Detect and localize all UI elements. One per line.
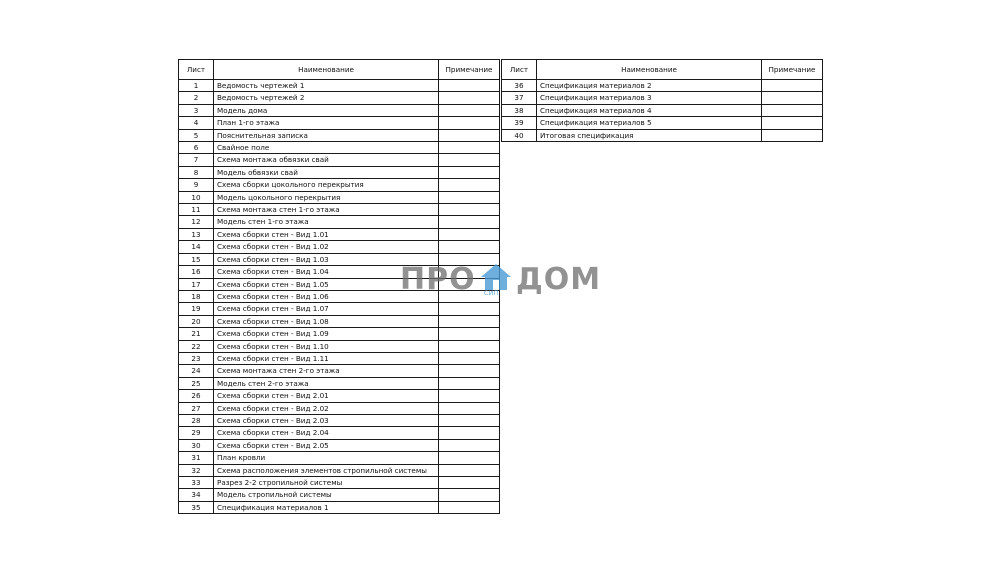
sheet-note-cell <box>439 142 500 154</box>
sheet-note-cell <box>439 489 500 501</box>
sheet-number-cell: 1 <box>179 80 214 92</box>
table-row <box>179 489 500 501</box>
table-row <box>179 452 500 464</box>
sheet-name-cell: Ведомость чертежей 2 <box>214 92 439 104</box>
sheet-name-cell: Спецификация материалов 5 <box>537 117 762 129</box>
sheet-number-cell: 26 <box>179 390 214 402</box>
sheet-name-cell: Схема сборки стен - Вид 2.02 <box>214 402 439 414</box>
sheet-number-cell: 17 <box>179 278 214 290</box>
sheet-name-cell: Схема сборки стен - Вид 1.06 <box>214 290 439 302</box>
sheet-name-cell: Модель стропильной системы <box>214 489 439 501</box>
sheet-note-cell <box>439 241 500 253</box>
table-row <box>502 129 823 141</box>
table-row <box>179 377 500 389</box>
sheet-number-cell: 37 <box>502 92 537 104</box>
table-row <box>179 117 500 129</box>
sheet-name-cell: Схема сборки стен - Вид 1.05 <box>214 278 439 290</box>
sheet-number-cell: 11 <box>179 204 214 216</box>
sheet-number-cell: 38 <box>502 104 537 116</box>
table-row <box>179 179 500 191</box>
column-header-note: Примечание <box>762 60 823 80</box>
table-row <box>179 352 500 364</box>
sheet-number-cell: 23 <box>179 352 214 364</box>
sheet-note-cell <box>439 216 500 228</box>
table-row <box>502 104 823 116</box>
column-header-sheet: Лист <box>502 60 537 80</box>
sheet-note-cell <box>439 328 500 340</box>
table-row <box>502 117 823 129</box>
sheet-number-cell: 14 <box>179 241 214 253</box>
sheet-name-cell: Схема сборки стен - Вид 1.03 <box>214 253 439 265</box>
sheet-note-cell <box>762 104 823 116</box>
table-row <box>502 92 823 104</box>
table-row <box>179 328 500 340</box>
sheet-number-cell: 31 <box>179 452 214 464</box>
table-row <box>179 365 500 377</box>
table-row <box>179 166 500 178</box>
sheet-number-cell: 35 <box>179 501 214 513</box>
sheet-number-cell: 15 <box>179 253 214 265</box>
sheet-note-cell <box>439 340 500 352</box>
sheet-note-cell <box>439 92 500 104</box>
sheet-name-cell: Модель дома <box>214 104 439 116</box>
sheet-note-cell <box>439 179 500 191</box>
sheet-number-cell: 5 <box>179 129 214 141</box>
sheet-name-cell: Схема сборки стен - Вид 1.04 <box>214 266 439 278</box>
sheet-number-cell: 12 <box>179 216 214 228</box>
table-row <box>179 315 500 327</box>
sheet-note-cell <box>439 154 500 166</box>
table-row <box>179 142 500 154</box>
table-row <box>179 477 500 489</box>
sheet-note-cell <box>439 390 500 402</box>
sheet-name-cell: Схема сборки стен - Вид 2.03 <box>214 414 439 426</box>
sheet-number-cell: 30 <box>179 439 214 451</box>
sheet-name-cell: Модель стен 1-го этажа <box>214 216 439 228</box>
sheet-name-cell: Схема монтажа стен 2-го этажа <box>214 365 439 377</box>
sheet-note-cell <box>439 477 500 489</box>
sheet-number-cell: 9 <box>179 179 214 191</box>
table-row <box>179 129 500 141</box>
table-row <box>179 303 500 315</box>
sheet-name-cell: Схема сборки стен - Вид 2.04 <box>214 427 439 439</box>
table-header-row <box>179 60 500 80</box>
sheet-number-cell: 2 <box>179 92 214 104</box>
sheet-number-cell: 19 <box>179 303 214 315</box>
sheet-note-cell <box>762 80 823 92</box>
table-row <box>179 340 500 352</box>
sheet-name-cell: Пояснительная записка <box>214 129 439 141</box>
table-row <box>179 414 500 426</box>
sheet-name-cell: Схема сборки стен - Вид 1.08 <box>214 315 439 327</box>
sheet-note-cell <box>439 439 500 451</box>
column-header-sheet: Лист <box>179 60 214 80</box>
sheet-note-cell <box>439 427 500 439</box>
logo-text-dom: ДОМ <box>516 262 602 297</box>
sheet-number-cell: 3 <box>179 104 214 116</box>
table-body-right <box>502 80 823 142</box>
drawings-list-table-right <box>501 59 823 142</box>
sheet-note-cell <box>439 204 500 216</box>
column-header-name: Наименование <box>214 60 439 80</box>
sheet-note-cell <box>439 377 500 389</box>
sheet-note-cell <box>762 117 823 129</box>
sheet-number-cell: 33 <box>179 477 214 489</box>
sheet-name-cell: Схема сборки стен - Вид 1.07 <box>214 303 439 315</box>
sheet-note-cell <box>439 414 500 426</box>
sheet-name-cell: Модель стен 2-го этажа <box>214 377 439 389</box>
sheet-note-cell <box>439 129 500 141</box>
sheet-name-cell: Ведомость чертежей 1 <box>214 80 439 92</box>
table-row <box>179 427 500 439</box>
sheet-name-cell: Схема сборки стен - Вид 2.05 <box>214 439 439 451</box>
sheet-name-cell: Схема расположения элементов стропильной системы <box>214 464 439 476</box>
table-row <box>502 80 823 92</box>
sheet-name-cell: Спецификация материалов 1 <box>214 501 439 513</box>
sheet-number-cell: 39 <box>502 117 537 129</box>
table-row <box>179 402 500 414</box>
sheet-note-cell <box>439 303 500 315</box>
sheet-name-cell: Спецификация материалов 3 <box>537 92 762 104</box>
table-row <box>179 92 500 104</box>
sheet-number-cell: 36 <box>502 80 537 92</box>
sheet-number-cell: 27 <box>179 402 214 414</box>
sheet-number-cell: 13 <box>179 228 214 240</box>
sheet-number-cell: 18 <box>179 290 214 302</box>
sheet-name-cell: Схема сборки стен - Вид 1.10 <box>214 340 439 352</box>
sheet-name-cell: Спецификация материалов 2 <box>537 80 762 92</box>
table-header-row <box>502 60 823 80</box>
sheet-note-cell <box>439 104 500 116</box>
table-row <box>179 216 500 228</box>
sheet-number-cell: 16 <box>179 266 214 278</box>
table-row <box>179 241 500 253</box>
sheet-number-cell: 8 <box>179 166 214 178</box>
sheet-note-cell <box>439 315 500 327</box>
table-row <box>179 501 500 513</box>
sheet-note-cell <box>439 365 500 377</box>
sheet-number-cell: 40 <box>502 129 537 141</box>
table-row <box>179 439 500 451</box>
sheet-name-cell: Свайное поле <box>214 142 439 154</box>
sheet-number-cell: 32 <box>179 464 214 476</box>
table-row <box>179 390 500 402</box>
sheet-note-cell <box>762 92 823 104</box>
table-row <box>179 464 500 476</box>
sheet-note-cell <box>439 191 500 203</box>
column-header-name: Наименование <box>537 60 762 80</box>
sheet-number-cell: 28 <box>179 414 214 426</box>
sheet-name-cell: Схема сборки стен - Вид 2.01 <box>214 390 439 402</box>
logo-text-pro: ПРО <box>400 262 476 297</box>
sheet-name-cell: Итоговая спецификация <box>537 129 762 141</box>
sheet-name-cell: Схема монтажа обвязки свай <box>214 154 439 166</box>
sheet-name-cell: Схема сборки стен - Вид 1.11 <box>214 352 439 364</box>
sheet-name-cell: Схема сборки стен - Вид 1.01 <box>214 228 439 240</box>
sheet-note-cell <box>439 80 500 92</box>
sheet-note-cell <box>439 464 500 476</box>
sheet-name-cell: План 1-го этажа <box>214 117 439 129</box>
sheet-name-cell: Схема монтажа стен 1-го этажа <box>214 204 439 216</box>
sheet-note-cell <box>439 501 500 513</box>
prodom-watermark-logo <box>400 262 600 302</box>
sheet-number-cell: 21 <box>179 328 214 340</box>
sheet-number-cell: 24 <box>179 365 214 377</box>
sheet-number-cell: 10 <box>179 191 214 203</box>
sheet-number-cell: 4 <box>179 117 214 129</box>
sheet-number-cell: 6 <box>179 142 214 154</box>
table-row <box>179 154 500 166</box>
sheet-note-cell <box>439 117 500 129</box>
sheet-name-cell: Схема сборки стен - Вид 1.02 <box>214 241 439 253</box>
sheet-name-cell: Схема сборки цокольного перекрытия <box>214 179 439 191</box>
sheet-number-cell: 29 <box>179 427 214 439</box>
sheet-note-cell <box>439 228 500 240</box>
logo-text-sip: СИП <box>484 290 499 297</box>
sheet-name-cell: Разрез 2-2 стропильной системы <box>214 477 439 489</box>
sheet-note-cell <box>762 129 823 141</box>
sheet-note-cell <box>439 452 500 464</box>
table-row <box>179 80 500 92</box>
sheet-number-cell: 25 <box>179 377 214 389</box>
sheet-number-cell: 20 <box>179 315 214 327</box>
table-row <box>179 204 500 216</box>
sheet-number-cell: 22 <box>179 340 214 352</box>
sheet-name-cell: План кровли <box>214 452 439 464</box>
sheet-name-cell: Схема сборки стен - Вид 1.09 <box>214 328 439 340</box>
sheet-name-cell: Спецификация материалов 4 <box>537 104 762 116</box>
column-header-note: Примечание <box>439 60 500 80</box>
table-row <box>179 228 500 240</box>
sheet-note-cell <box>439 352 500 364</box>
sheet-note-cell <box>439 166 500 178</box>
table-row <box>179 191 500 203</box>
sheet-number-cell: 7 <box>179 154 214 166</box>
sheet-note-cell <box>439 402 500 414</box>
table-row <box>179 104 500 116</box>
sheet-name-cell: Модель цокольного перекрытия <box>214 191 439 203</box>
sheet-number-cell: 34 <box>179 489 214 501</box>
sheet-name-cell: Модель обвязки свай <box>214 166 439 178</box>
